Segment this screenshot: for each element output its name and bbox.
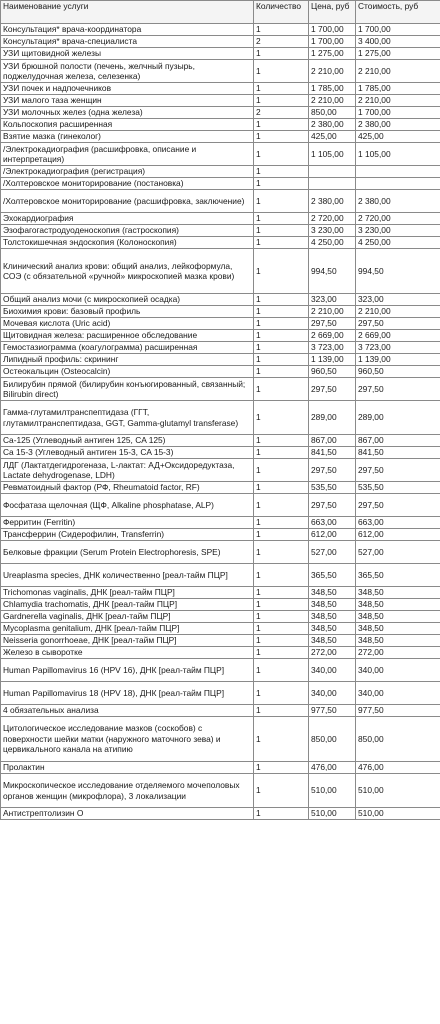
service-name: /Холтеровское мониторирование (расшифровка, заключение) <box>1 190 254 213</box>
cost-cell: 510,00 <box>356 808 440 820</box>
quantity-cell: 1 <box>254 119 309 131</box>
price-cell: 340,00 <box>309 682 356 705</box>
quantity-cell: 1 <box>254 774 309 808</box>
cost-cell: 272,00 <box>356 647 440 659</box>
table-row <box>1 494 440 517</box>
quantity-cell: 1 <box>254 808 309 820</box>
table-row <box>1 366 440 378</box>
cost-cell: 977,50 <box>356 705 440 717</box>
price-cell: 527,00 <box>309 541 356 564</box>
quantity-cell: 2 <box>254 107 309 119</box>
cost-cell: 850,00 <box>356 717 440 762</box>
cost-cell: 297,50 <box>356 459 440 482</box>
service-name: Биохимия крови: базовый профиль <box>1 306 254 318</box>
table-row <box>1 48 440 60</box>
service-name: Клинический анализ крови: общий анализ, лейкоформула, СОЭ (с обязательной «ручной» микроскопией мазка крови) <box>1 249 254 294</box>
table-row <box>1 717 440 762</box>
table-row <box>1 599 440 611</box>
cost-cell: 323,00 <box>356 294 440 306</box>
service-name: Chlamydia trachomatis, ДНК [реал-тайм ПЦР] <box>1 599 254 611</box>
price-cell: 3 230,00 <box>309 225 356 237</box>
table-row <box>1 611 440 623</box>
quantity-cell: 1 <box>254 659 309 682</box>
cost-cell: 4 250,00 <box>356 237 440 249</box>
price-cell: 841,50 <box>309 447 356 459</box>
cost-cell <box>356 178 440 190</box>
quantity-cell: 1 <box>254 623 309 635</box>
service-name: УЗИ молочных желез (одна железа) <box>1 107 254 119</box>
price-cell: 2 669,00 <box>309 330 356 342</box>
cost-cell: 348,50 <box>356 611 440 623</box>
table-row <box>1 178 440 190</box>
service-name: /Электрокадиография (расшифровка, описание и интерпретация) <box>1 143 254 166</box>
cost-cell: 3 400,00 <box>356 36 440 48</box>
service-name: Trichomonas vaginalis, ДНК [реал-тайм ПЦР] <box>1 587 254 599</box>
cost-cell: 1 105,00 <box>356 143 440 166</box>
cost-cell: 994,50 <box>356 249 440 294</box>
cost-cell: 348,50 <box>356 635 440 647</box>
price-cell: 535,50 <box>309 482 356 494</box>
header-price: Цена, руб <box>309 1 356 24</box>
table-row <box>1 378 440 401</box>
table-row <box>1 143 440 166</box>
header-cost: Стоимость, руб <box>356 1 440 24</box>
price-cell: 1 700,00 <box>309 24 356 36</box>
quantity-cell: 1 <box>254 213 309 225</box>
cost-cell: 1 700,00 <box>356 107 440 119</box>
table-row <box>1 623 440 635</box>
cost-cell: 867,00 <box>356 435 440 447</box>
service-name: Цитологическое исследование мазков (соскобов) с поверхности шейки матки (наружного маточного зева) и цервикального канала на атипию <box>1 717 254 762</box>
cost-cell: 365,50 <box>356 564 440 587</box>
cost-cell: 2 210,00 <box>356 95 440 107</box>
table-row <box>1 107 440 119</box>
quantity-cell: 1 <box>254 717 309 762</box>
table-row <box>1 36 440 48</box>
service-name: Остеокальцин (Osteocalcin) <box>1 366 254 378</box>
quantity-cell: 1 <box>254 190 309 213</box>
price-cell <box>309 166 356 178</box>
quantity-cell: 1 <box>254 249 309 294</box>
quantity-cell: 1 <box>254 354 309 366</box>
quantity-cell: 1 <box>254 131 309 143</box>
service-name: /Холтеровское мониторирование (постановка) <box>1 178 254 190</box>
service-name: Ca 15-3 (Углеводный антиген 15-3, CA 15-3) <box>1 447 254 459</box>
quantity-cell: 1 <box>254 611 309 623</box>
price-cell: 297,50 <box>309 318 356 330</box>
quantity-cell: 1 <box>254 705 309 717</box>
cost-cell: 348,50 <box>356 623 440 635</box>
service-name: Железо в сыворотке <box>1 647 254 659</box>
cost-cell: 340,00 <box>356 659 440 682</box>
service-name: Gardnerella vaginalis, ДНК [реал-тайм ПЦР] <box>1 611 254 623</box>
price-cell: 297,50 <box>309 494 356 517</box>
table-row <box>1 354 440 366</box>
price-cell: 272,00 <box>309 647 356 659</box>
service-name: Консультация* врача-специалиста <box>1 36 254 48</box>
table-row <box>1 647 440 659</box>
service-name: ЛДГ (Лактатдегидрогеназа, L-лактат: АД+Оксидоредуктаза, Lactate dehydrogenase, LDH) <box>1 459 254 482</box>
cost-cell: 476,00 <box>356 762 440 774</box>
table-row <box>1 249 440 294</box>
cost-cell: 663,00 <box>356 517 440 529</box>
price-cell <box>309 178 356 190</box>
price-cell: 348,50 <box>309 599 356 611</box>
service-name: Гамма-глутамилтранспептидаза (ГГТ, глутамилтранспептидаза, GGT, Gamma-glutamyl transferase) <box>1 401 254 435</box>
service-name: Антистрептолизин О <box>1 808 254 820</box>
quantity-cell: 1 <box>254 635 309 647</box>
price-cell: 2 720,00 <box>309 213 356 225</box>
service-name: Консультация* врача-координатора <box>1 24 254 36</box>
quantity-cell: 1 <box>254 330 309 342</box>
price-cell: 476,00 <box>309 762 356 774</box>
table-row <box>1 774 440 808</box>
service-name: Липидный профиль: скрининг <box>1 354 254 366</box>
service-name: Билирубин прямой (билирубин конъюгированный, связанный; Bilirubin direct) <box>1 378 254 401</box>
price-cell: 365,50 <box>309 564 356 587</box>
quantity-cell: 1 <box>254 401 309 435</box>
price-cell: 850,00 <box>309 717 356 762</box>
service-name: Ферритин (Ferritin) <box>1 517 254 529</box>
table-row <box>1 659 440 682</box>
table-row <box>1 541 440 564</box>
price-cell: 977,50 <box>309 705 356 717</box>
service-name: Мочевая кислота (Uric acid) <box>1 318 254 330</box>
price-cell: 510,00 <box>309 774 356 808</box>
quantity-cell: 1 <box>254 318 309 330</box>
quantity-cell: 1 <box>254 494 309 517</box>
cost-cell: 1 785,00 <box>356 83 440 95</box>
table-row <box>1 635 440 647</box>
price-cell: 850,00 <box>309 107 356 119</box>
price-cell: 2 210,00 <box>309 95 356 107</box>
quantity-cell: 1 <box>254 529 309 541</box>
service-name: Фосфатаза щелочная (ЩФ, Alkaline phosphatase, ALP) <box>1 494 254 517</box>
price-cell: 4 250,00 <box>309 237 356 249</box>
quantity-cell: 1 <box>254 517 309 529</box>
cost-cell: 289,00 <box>356 401 440 435</box>
quantity-cell: 1 <box>254 24 309 36</box>
price-cell: 348,50 <box>309 623 356 635</box>
table-row <box>1 60 440 83</box>
price-cell: 1 700,00 <box>309 36 356 48</box>
table-row <box>1 517 440 529</box>
service-name: УЗИ брюшной полости (печень, желчный пузырь, поджелудочная железа, селезенка) <box>1 60 254 83</box>
service-name: Толстокишечная эндоскопия (Колоноскопия) <box>1 237 254 249</box>
table-row <box>1 24 440 36</box>
quantity-cell: 1 <box>254 83 309 95</box>
quantity-cell: 1 <box>254 225 309 237</box>
table-row <box>1 166 440 178</box>
table-row <box>1 318 440 330</box>
quantity-cell: 1 <box>254 762 309 774</box>
service-name: /Электрокадиография (регистрация) <box>1 166 254 178</box>
price-cell: 612,00 <box>309 529 356 541</box>
header-service: Наименование услуги <box>1 1 254 24</box>
quantity-cell: 1 <box>254 178 309 190</box>
table-row <box>1 95 440 107</box>
table-row <box>1 762 440 774</box>
service-name: 4 обязательных анализа <box>1 705 254 717</box>
quantity-cell: 1 <box>254 237 309 249</box>
price-cell: 348,50 <box>309 611 356 623</box>
price-cell: 425,00 <box>309 131 356 143</box>
cost-cell: 425,00 <box>356 131 440 143</box>
price-cell: 1 275,00 <box>309 48 356 60</box>
cost-cell: 348,50 <box>356 587 440 599</box>
quantity-cell: 1 <box>254 682 309 705</box>
table-row <box>1 213 440 225</box>
price-cell: 960,50 <box>309 366 356 378</box>
cost-cell: 3 723,00 <box>356 342 440 354</box>
table-row <box>1 705 440 717</box>
price-cell: 297,50 <box>309 378 356 401</box>
price-cell: 1 785,00 <box>309 83 356 95</box>
cost-cell: 1 275,00 <box>356 48 440 60</box>
service-name: Human Papillomavirus 16 (HPV 16), ДНК [реал-тайм ПЦР] <box>1 659 254 682</box>
price-cell: 1 139,00 <box>309 354 356 366</box>
price-cell: 867,00 <box>309 435 356 447</box>
service-name: Взятие мазка (гинеколог) <box>1 131 254 143</box>
table-row <box>1 808 440 820</box>
price-cell: 2 380,00 <box>309 119 356 131</box>
table-row <box>1 237 440 249</box>
service-name: Human Papillomavirus 18 (HPV 18), ДНК [реал-тайм ПЦР] <box>1 682 254 705</box>
quantity-cell: 1 <box>254 541 309 564</box>
quantity-cell: 1 <box>254 95 309 107</box>
cost-cell: 2 669,00 <box>356 330 440 342</box>
service-name: Гемостазиограмма (коагулограмма) расширенная <box>1 342 254 354</box>
quantity-cell: 1 <box>254 366 309 378</box>
service-name: Ревматоидный фактор (РФ, Rheumatoid factor, RF) <box>1 482 254 494</box>
service-name: Трансферрин (Сидерофилин, Transferrin) <box>1 529 254 541</box>
quantity-cell: 1 <box>254 447 309 459</box>
quantity-cell: 1 <box>254 166 309 178</box>
cost-cell: 340,00 <box>356 682 440 705</box>
quantity-cell: 1 <box>254 564 309 587</box>
table-row <box>1 330 440 342</box>
quantity-cell: 1 <box>254 294 309 306</box>
quantity-cell: 1 <box>254 435 309 447</box>
cost-cell: 2 380,00 <box>356 119 440 131</box>
cost-cell <box>356 166 440 178</box>
quantity-cell: 1 <box>254 342 309 354</box>
quantity-cell: 1 <box>254 48 309 60</box>
price-cell: 348,50 <box>309 635 356 647</box>
service-name: УЗИ малого таза женщин <box>1 95 254 107</box>
price-cell: 289,00 <box>309 401 356 435</box>
service-name: Общий анализ мочи (с микроскопией осадка) <box>1 294 254 306</box>
price-cell: 663,00 <box>309 517 356 529</box>
price-cell: 2 380,00 <box>309 190 356 213</box>
service-name: УЗИ почек и надпочечников <box>1 83 254 95</box>
price-cell: 1 105,00 <box>309 143 356 166</box>
cost-cell: 2 720,00 <box>356 213 440 225</box>
quantity-cell: 1 <box>254 60 309 83</box>
price-cell: 348,50 <box>309 587 356 599</box>
price-cell: 2 210,00 <box>309 60 356 83</box>
cost-cell: 612,00 <box>356 529 440 541</box>
cost-cell: 1 139,00 <box>356 354 440 366</box>
cost-cell: 1 700,00 <box>356 24 440 36</box>
quantity-cell: 1 <box>254 587 309 599</box>
service-name: Mycoplasma genitalium, ДНК [реал-тайм ПЦР] <box>1 623 254 635</box>
header-quantity: Количество <box>254 1 309 24</box>
service-name: Эхокардиография <box>1 213 254 225</box>
table-row <box>1 482 440 494</box>
service-name: Ca-125 (Углеводный антиген 125, CA 125) <box>1 435 254 447</box>
service-name: Ureaplasma species, ДНК количественно [реал-тайм ПЦР] <box>1 564 254 587</box>
table-row <box>1 83 440 95</box>
table-row <box>1 459 440 482</box>
cost-cell: 348,50 <box>356 599 440 611</box>
cost-cell: 841,50 <box>356 447 440 459</box>
table-row <box>1 401 440 435</box>
service-name: Кольпоскопия расширенная <box>1 119 254 131</box>
cost-cell: 527,00 <box>356 541 440 564</box>
cost-cell: 297,50 <box>356 378 440 401</box>
cost-cell: 297,50 <box>356 318 440 330</box>
cost-cell: 3 230,00 <box>356 225 440 237</box>
cost-cell: 2 210,00 <box>356 306 440 318</box>
header-row <box>1 1 440 24</box>
service-name: Эзофагогастродуоденоскопия (гастроскопия) <box>1 225 254 237</box>
cost-cell: 2 210,00 <box>356 60 440 83</box>
table-row <box>1 119 440 131</box>
price-cell: 323,00 <box>309 294 356 306</box>
table-row <box>1 529 440 541</box>
cost-cell: 297,50 <box>356 494 440 517</box>
table-row <box>1 131 440 143</box>
cost-cell: 535,50 <box>356 482 440 494</box>
service-name: УЗИ щитовидной железы <box>1 48 254 60</box>
quantity-cell: 1 <box>254 482 309 494</box>
table-row <box>1 225 440 237</box>
price-cell: 340,00 <box>309 659 356 682</box>
price-cell: 510,00 <box>309 808 356 820</box>
service-name: Щитовидная железа: расширенное обследование <box>1 330 254 342</box>
service-name: Микроскопическое исследование отделяемого мочеполовых органов женщин (микрофлора), 3 локализации <box>1 774 254 808</box>
quantity-cell: 1 <box>254 143 309 166</box>
quantity-cell: 1 <box>254 378 309 401</box>
table-row <box>1 435 440 447</box>
price-cell: 297,50 <box>309 459 356 482</box>
table-row <box>1 342 440 354</box>
table-row <box>1 564 440 587</box>
table-row <box>1 190 440 213</box>
cost-cell: 2 380,00 <box>356 190 440 213</box>
service-name: Белковые фракции (Serum Protein Electrophoresis, SPE) <box>1 541 254 564</box>
price-cell: 2 210,00 <box>309 306 356 318</box>
table-row <box>1 294 440 306</box>
service-name: Пролактин <box>1 762 254 774</box>
quantity-cell: 1 <box>254 306 309 318</box>
table-row <box>1 447 440 459</box>
quantity-cell: 2 <box>254 36 309 48</box>
table-row <box>1 682 440 705</box>
cost-cell: 960,50 <box>356 366 440 378</box>
price-cell: 994,50 <box>309 249 356 294</box>
table-row <box>1 587 440 599</box>
quantity-cell: 1 <box>254 459 309 482</box>
quantity-cell: 1 <box>254 599 309 611</box>
table-row <box>1 306 440 318</box>
service-name: Neisseria gonorrhoeae, ДНК [реал-тайм ПЦР] <box>1 635 254 647</box>
price-cell: 3 723,00 <box>309 342 356 354</box>
cost-cell: 510,00 <box>356 774 440 808</box>
quantity-cell: 1 <box>254 647 309 659</box>
